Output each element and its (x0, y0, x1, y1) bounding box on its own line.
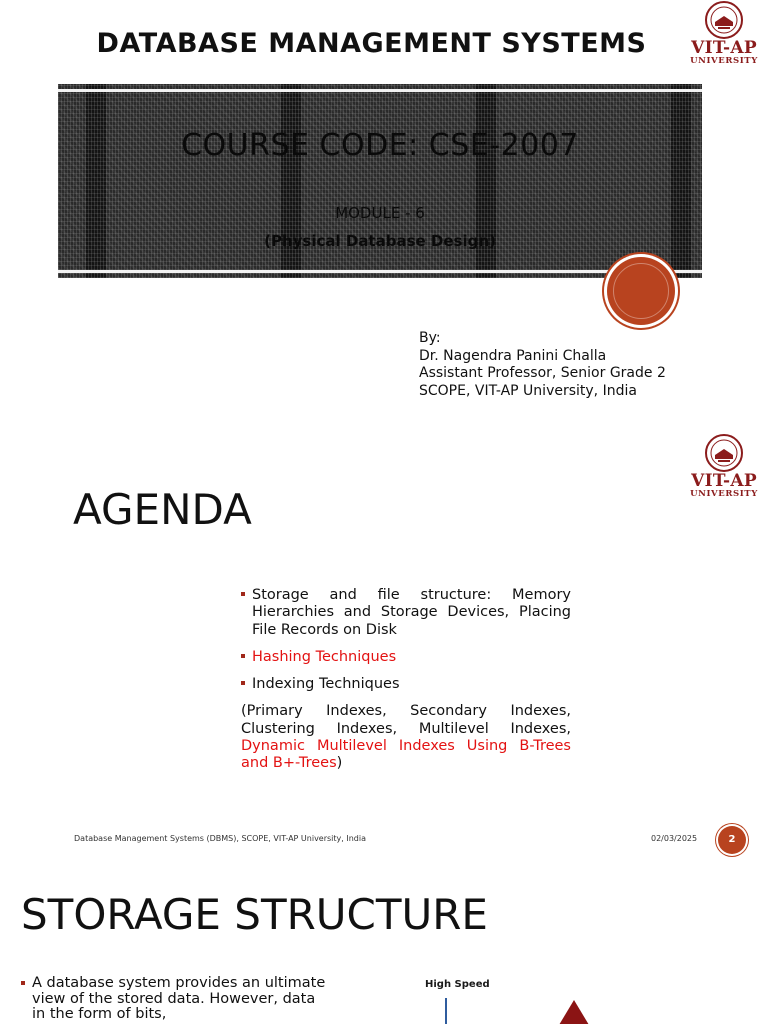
indexing-details (241, 703, 571, 772)
memory-pyramid (556, 1000, 592, 1024)
author-name: Dr. Nagendra Panini Challa (419, 347, 607, 364)
slide-title: DATABASE MANAGEMENT SYSTEMS (96, 28, 647, 59)
footer-date: 02/03/2025 (651, 834, 698, 843)
page-number-badge: 2 (718, 826, 746, 854)
bullet-icon (21, 981, 25, 985)
banner-rule-bottom (58, 270, 702, 273)
course-banner (58, 84, 702, 278)
banner-rule-top (58, 89, 702, 92)
author-designation: Assistant Professor, Senior Grade 2 (419, 365, 666, 381)
agenda-list (241, 587, 571, 773)
agenda-item (241, 676, 571, 693)
author-block (419, 330, 666, 400)
university-logo (689, 433, 759, 499)
logo-subtitle: UNIVERSITY (690, 489, 758, 499)
storage-slide (0, 862, 768, 1024)
agenda-item-text: Hashing Techniques (252, 648, 397, 665)
title-slide (0, 0, 768, 420)
university-logo (689, 0, 759, 66)
logo-brand: VIT-AP (691, 38, 757, 58)
agenda-item-text: Storage and file structure: Memory Hierarchies and Storage Devices, Placing File Records on Disk (252, 587, 571, 638)
module-label: MODULE - 6 (335, 204, 425, 222)
agenda-item-text: Indexing Techniques (252, 676, 400, 693)
logo-brand: VIT-AP (691, 471, 757, 491)
storage-title: STORAGE STRUCTURE (21, 890, 488, 939)
agenda-slide (0, 421, 768, 861)
module-subtitle: (Physical Database Design) (264, 232, 496, 250)
author-by: By: (419, 330, 441, 346)
speed-axis (445, 998, 447, 1024)
author-affiliation: SCOPE, VIT-AP University, India (419, 382, 637, 399)
indexing-details-suffix: ) (336, 755, 343, 772)
bullet-icon (241, 592, 245, 596)
logo-subtitle: UNIVERSITY (690, 56, 758, 66)
seal-icon (704, 0, 744, 40)
agenda-item (241, 649, 571, 666)
agenda-title: AGENDA (73, 485, 252, 534)
indexing-details-highlight: Dynamic Multilevel Indexes Using B-Trees and B+-Trees (241, 738, 571, 772)
bullet-icon (241, 681, 245, 685)
course-code: COURSE CODE: CSE-2007 (181, 128, 579, 163)
bullet-icon (241, 654, 245, 658)
diagram-label: High Speed (425, 979, 490, 990)
storage-bullet (21, 976, 332, 1023)
indexing-details-prefix: (Primary Indexes, Secondary Indexes, Clustering Indexes, Multilevel Indexes, (241, 703, 571, 737)
footer-text: Database Management Systems (DBMS), SCOPE, VIT-AP University, India (74, 834, 366, 843)
storage-bullet-text: A database system provides an ultimate view of the stored data. However, data in the form of bits, (32, 975, 326, 1022)
agenda-item (241, 587, 571, 639)
decorative-circle (607, 257, 675, 325)
seal-icon (704, 433, 744, 473)
